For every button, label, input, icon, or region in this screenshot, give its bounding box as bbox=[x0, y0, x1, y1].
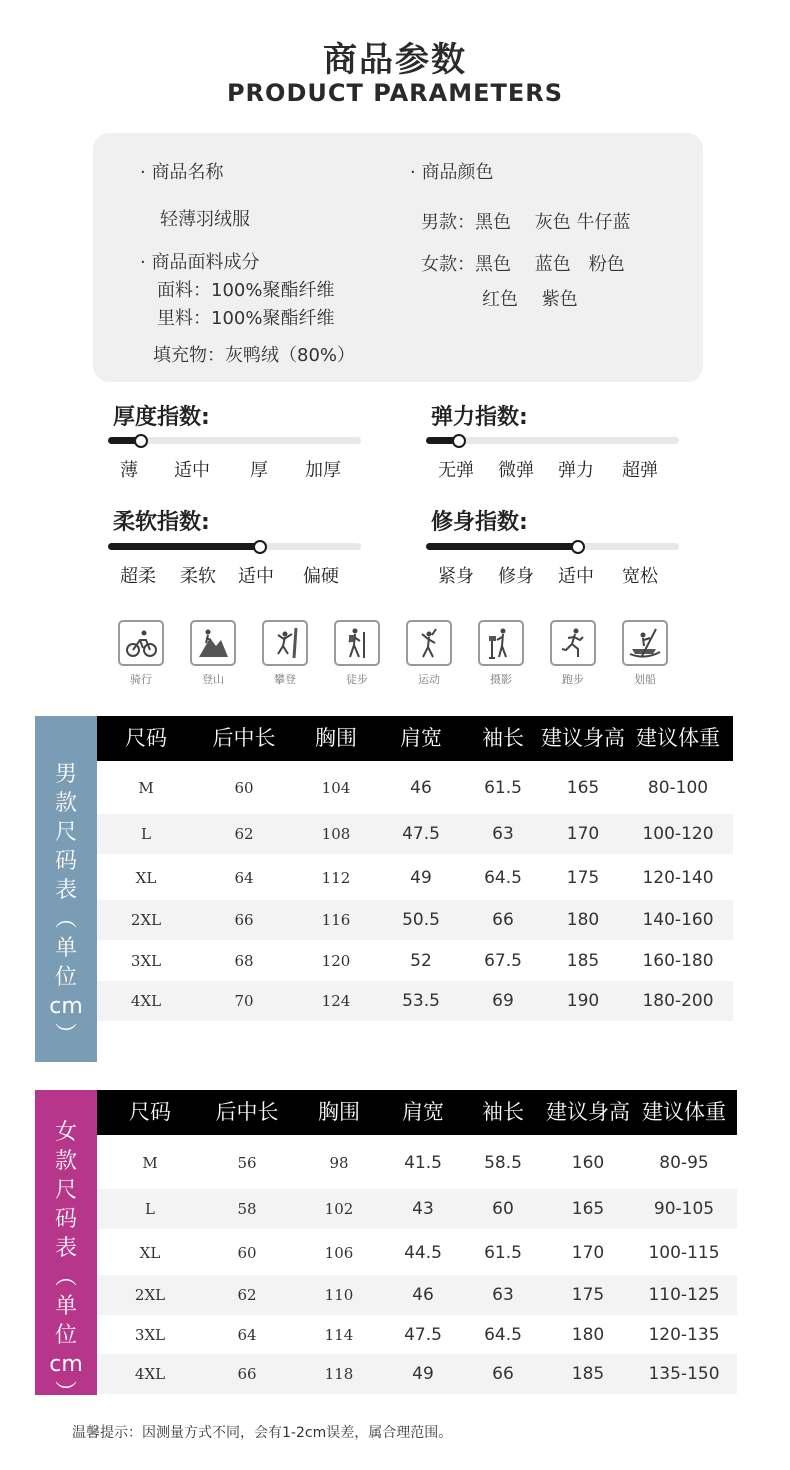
table-cell: 66 bbox=[237, 1365, 257, 1383]
table-cell: 2XL bbox=[134, 1286, 166, 1304]
table-cell: 68 bbox=[234, 952, 254, 970]
table-cell: L bbox=[141, 825, 151, 843]
table-cell: 185 bbox=[566, 951, 600, 971]
side-unit-char: ︵ bbox=[54, 907, 77, 932]
table-cell: 67.5 bbox=[484, 951, 522, 971]
thickness-index-label: 厚 bbox=[250, 460, 268, 481]
softness-index-label: 偏硬 bbox=[303, 566, 339, 587]
cycling-icon bbox=[118, 620, 164, 666]
table-cell: 118 bbox=[324, 1365, 354, 1383]
table-cell: 49 bbox=[412, 1364, 434, 1384]
thickness-index-knob bbox=[134, 434, 148, 448]
table-cell: 66 bbox=[492, 1364, 514, 1384]
activity-label: 摄影 bbox=[490, 673, 512, 686]
table-cell: 114 bbox=[324, 1326, 354, 1344]
table-cell: 135-150 bbox=[648, 1364, 720, 1384]
side-unit-char: ︶ bbox=[54, 1381, 77, 1406]
side-unit-char: 单 bbox=[54, 1294, 77, 1319]
elasticity-index-label: 弹力 bbox=[558, 460, 594, 481]
activity-label: 骑行 bbox=[130, 673, 152, 686]
product-name-label: · 商品名称 bbox=[140, 162, 224, 183]
table-cell: 165 bbox=[566, 778, 600, 798]
table-cell: 61.5 bbox=[484, 778, 522, 798]
side-label-char: 款 bbox=[54, 1149, 77, 1174]
side-label-char: 尺 bbox=[54, 1178, 77, 1203]
thickness-index-label: 适中 bbox=[174, 460, 210, 481]
table-cell: 180-200 bbox=[642, 991, 714, 1011]
column-header: 肩宽 bbox=[402, 1100, 444, 1124]
table-cell: 108 bbox=[321, 825, 351, 843]
activity-hiking bbox=[333, 620, 381, 687]
fit-index-label: 适中 bbox=[558, 566, 594, 587]
activity-photography bbox=[477, 620, 525, 687]
rowing-icon bbox=[622, 620, 668, 666]
side-label-char: 款 bbox=[54, 791, 77, 816]
table-cell: 140-160 bbox=[642, 910, 714, 930]
table-cell: 46 bbox=[410, 778, 432, 798]
table-cell: 185 bbox=[571, 1364, 605, 1384]
table-row bbox=[97, 858, 733, 898]
women-size-chart-label bbox=[35, 1090, 97, 1406]
hiking-icon bbox=[334, 620, 380, 666]
table-row bbox=[97, 900, 733, 940]
activity-label: 运动 bbox=[418, 673, 440, 686]
table-cell: 66 bbox=[492, 910, 514, 930]
column-header: 建议身高 bbox=[546, 1100, 630, 1124]
men-colors: 男款：黑色 灰色 牛仔蓝 bbox=[421, 212, 631, 233]
table-cell: 70 bbox=[234, 992, 254, 1010]
softness-index-title: 柔软指数: bbox=[113, 510, 210, 535]
table-cell: 4XL bbox=[130, 992, 162, 1010]
side-unit-char: ︶ bbox=[54, 1023, 77, 1048]
table-cell: 53.5 bbox=[402, 991, 440, 1011]
table-cell: 43 bbox=[412, 1199, 434, 1219]
table-row bbox=[97, 1354, 737, 1394]
softness-index-label: 适中 bbox=[238, 566, 274, 587]
side-unit-char: 位 bbox=[54, 965, 77, 990]
table-cell: 124 bbox=[321, 992, 351, 1010]
activity-mountain-climbing bbox=[189, 620, 237, 687]
side-label-char: 码 bbox=[54, 849, 77, 874]
thickness-index-label: 薄 bbox=[120, 460, 138, 481]
softness-index-fill bbox=[108, 543, 260, 550]
rock-climbing-icon bbox=[262, 620, 308, 666]
column-header: 建议体重 bbox=[636, 726, 720, 750]
table-row bbox=[97, 1143, 737, 1183]
activity-label: 徒步 bbox=[346, 673, 368, 686]
table-cell: 98 bbox=[329, 1154, 349, 1172]
column-header: 胸围 bbox=[318, 1100, 360, 1124]
table-cell: 80-95 bbox=[659, 1153, 709, 1173]
table-cell: 90-105 bbox=[653, 1199, 715, 1219]
table-cell: M bbox=[142, 1154, 158, 1172]
table-cell: 170 bbox=[566, 824, 600, 844]
fabric-label: · 商品面料成分 bbox=[140, 252, 260, 273]
side-unit-char: ︵ bbox=[54, 1265, 77, 1290]
table-row bbox=[97, 1315, 737, 1355]
table-cell: 64 bbox=[234, 869, 254, 887]
product-name-value: 轻薄羽绒服 bbox=[160, 209, 250, 230]
table-cell: 61.5 bbox=[484, 1243, 522, 1263]
fabric-lining: 里料：100%聚酯纤维 bbox=[157, 308, 335, 329]
table-cell: 44.5 bbox=[404, 1243, 442, 1263]
table-cell: 110-125 bbox=[648, 1285, 720, 1305]
sports-icon bbox=[406, 620, 452, 666]
side-label-char: 表 bbox=[54, 1236, 77, 1261]
table-cell: 3XL bbox=[130, 952, 162, 970]
fabric-outer: 面料：100%聚酯纤维 bbox=[157, 280, 335, 301]
page-title-en: PRODUCT PARAMETERS bbox=[226, 79, 564, 107]
women-colors: 女款：黑色 蓝色 粉色 bbox=[421, 254, 625, 275]
activity-rock-climbing bbox=[261, 620, 309, 687]
table-row bbox=[97, 941, 733, 981]
table-cell: 50.5 bbox=[402, 910, 440, 930]
table-cell: 47.5 bbox=[402, 824, 440, 844]
elasticity-index-knob bbox=[452, 434, 466, 448]
men-table-header bbox=[97, 716, 733, 761]
table-cell: 63 bbox=[492, 824, 514, 844]
table-cell: 180 bbox=[566, 910, 600, 930]
table-cell: 52 bbox=[410, 951, 432, 971]
table-row bbox=[97, 1189, 737, 1229]
fit-index-label: 宽松 bbox=[622, 566, 658, 587]
activity-running bbox=[549, 620, 597, 687]
column-header: 建议身高 bbox=[541, 726, 625, 750]
elasticity-index-title: 弹力指数: bbox=[431, 405, 528, 430]
side-label-char: 男 bbox=[54, 762, 77, 787]
activity-rowing bbox=[621, 620, 669, 687]
table-cell: 62 bbox=[234, 825, 254, 843]
table-cell: 120 bbox=[321, 952, 351, 970]
color-label: · 商品颜色 bbox=[410, 162, 494, 183]
table-row bbox=[97, 768, 733, 808]
page-title-cn: 商品参数 bbox=[323, 40, 467, 80]
table-cell: 120-140 bbox=[642, 868, 714, 888]
table-cell: 56 bbox=[237, 1154, 257, 1172]
column-header: 建议体重 bbox=[642, 1100, 726, 1124]
table-cell: 60 bbox=[237, 1244, 257, 1262]
table-cell: 116 bbox=[321, 911, 351, 929]
table-cell: 69 bbox=[492, 991, 514, 1011]
activity-cycling bbox=[117, 620, 165, 687]
table-cell: 160 bbox=[571, 1153, 605, 1173]
table-cell: 3XL bbox=[134, 1326, 166, 1344]
table-cell: 170 bbox=[571, 1243, 605, 1263]
table-cell: 46 bbox=[412, 1285, 434, 1305]
column-header: 后中长 bbox=[212, 726, 276, 750]
table-cell: M bbox=[138, 779, 154, 797]
fit-index-knob bbox=[571, 540, 585, 554]
fit-index-label: 紧身 bbox=[438, 566, 474, 587]
side-label-char: 表 bbox=[54, 878, 77, 903]
column-header: 尺码 bbox=[129, 1100, 171, 1124]
table-cell: 41.5 bbox=[404, 1153, 442, 1173]
softness-index-label: 柔软 bbox=[180, 566, 216, 587]
table-cell: 2XL bbox=[130, 911, 162, 929]
activity-label: 攀登 bbox=[274, 673, 296, 686]
table-cell: 106 bbox=[324, 1244, 354, 1262]
table-cell: 175 bbox=[571, 1285, 605, 1305]
table-cell: 63 bbox=[492, 1285, 514, 1305]
table-cell: 64 bbox=[237, 1326, 257, 1344]
table-cell: 104 bbox=[321, 779, 351, 797]
table-cell: 47.5 bbox=[404, 1325, 442, 1345]
table-row bbox=[97, 1275, 737, 1315]
table-cell: 165 bbox=[571, 1199, 605, 1219]
table-cell: 62 bbox=[237, 1286, 257, 1304]
table-cell: 120-135 bbox=[648, 1325, 720, 1345]
elasticity-index-label: 无弹 bbox=[438, 460, 474, 481]
table-cell: 160-180 bbox=[642, 951, 714, 971]
table-row bbox=[97, 1233, 737, 1273]
table-cell: 60 bbox=[492, 1199, 514, 1219]
column-header: 袖长 bbox=[482, 726, 524, 750]
running-icon bbox=[550, 620, 596, 666]
table-cell: 112 bbox=[321, 869, 351, 887]
table-cell: 49 bbox=[410, 868, 432, 888]
activity-label: 跑步 bbox=[562, 673, 584, 686]
table-row bbox=[97, 814, 733, 854]
thickness-index-label: 加厚 bbox=[305, 460, 341, 481]
side-unit-char: 位 bbox=[54, 1323, 77, 1348]
fit-index-label: 修身 bbox=[498, 566, 534, 587]
side-label-char: 女 bbox=[54, 1120, 77, 1145]
elasticity-index-label: 微弹 bbox=[498, 460, 534, 481]
fit-index-fill bbox=[426, 543, 578, 550]
table-cell: 58 bbox=[237, 1200, 257, 1218]
table-cell: 190 bbox=[566, 991, 600, 1011]
column-header: 后中长 bbox=[215, 1100, 279, 1124]
softness-index-label: 超柔 bbox=[120, 566, 156, 587]
table-cell: XL bbox=[139, 1244, 161, 1262]
side-unit-char: cm bbox=[49, 1352, 83, 1377]
table-cell: 64.5 bbox=[484, 1325, 522, 1345]
column-header: 尺码 bbox=[125, 726, 167, 750]
side-unit-char: 单 bbox=[54, 936, 77, 961]
table-cell: 102 bbox=[324, 1200, 354, 1218]
table-cell: 175 bbox=[566, 868, 600, 888]
activity-label: 登山 bbox=[202, 673, 224, 686]
fit-index-title: 修身指数: bbox=[431, 510, 528, 535]
side-label-char: 码 bbox=[54, 1207, 77, 1232]
column-header: 袖长 bbox=[482, 1100, 524, 1124]
table-row bbox=[97, 981, 733, 1021]
women-table-header bbox=[97, 1090, 737, 1135]
filling: 填充物：灰鸭绒（80%） bbox=[153, 345, 356, 366]
mountain-climbing-icon bbox=[190, 620, 236, 666]
table-cell: 64.5 bbox=[484, 868, 522, 888]
table-cell: 66 bbox=[234, 911, 254, 929]
column-header: 胸围 bbox=[315, 726, 357, 750]
activity-label: 划船 bbox=[634, 673, 656, 686]
table-cell: L bbox=[145, 1200, 155, 1218]
photography-icon bbox=[478, 620, 524, 666]
table-cell: 80-100 bbox=[647, 778, 709, 798]
table-cell: 100-120 bbox=[642, 824, 714, 844]
table-cell: 110 bbox=[324, 1286, 354, 1304]
table-cell: 58.5 bbox=[484, 1153, 522, 1173]
table-cell: 100-115 bbox=[648, 1243, 720, 1263]
table-cell: 180 bbox=[571, 1325, 605, 1345]
elasticity-index-label: 超弹 bbox=[622, 460, 658, 481]
softness-index-knob bbox=[253, 540, 267, 554]
measurement-tip: 温馨提示：因测量方式不同，会有1-2cm误差，属合理范围。 bbox=[72, 1425, 453, 1441]
thickness-index-title: 厚度指数: bbox=[113, 405, 210, 430]
table-cell: XL bbox=[135, 869, 157, 887]
side-unit-char: cm bbox=[49, 994, 83, 1019]
table-cell: 60 bbox=[234, 779, 254, 797]
women-colors-extra: 红色 紫色 bbox=[482, 289, 578, 310]
column-header: 肩宽 bbox=[400, 726, 442, 750]
side-label-char: 尺 bbox=[54, 820, 77, 845]
activity-sports bbox=[405, 620, 453, 687]
men-size-chart-label bbox=[35, 716, 97, 1062]
table-cell: 4XL bbox=[134, 1365, 166, 1383]
